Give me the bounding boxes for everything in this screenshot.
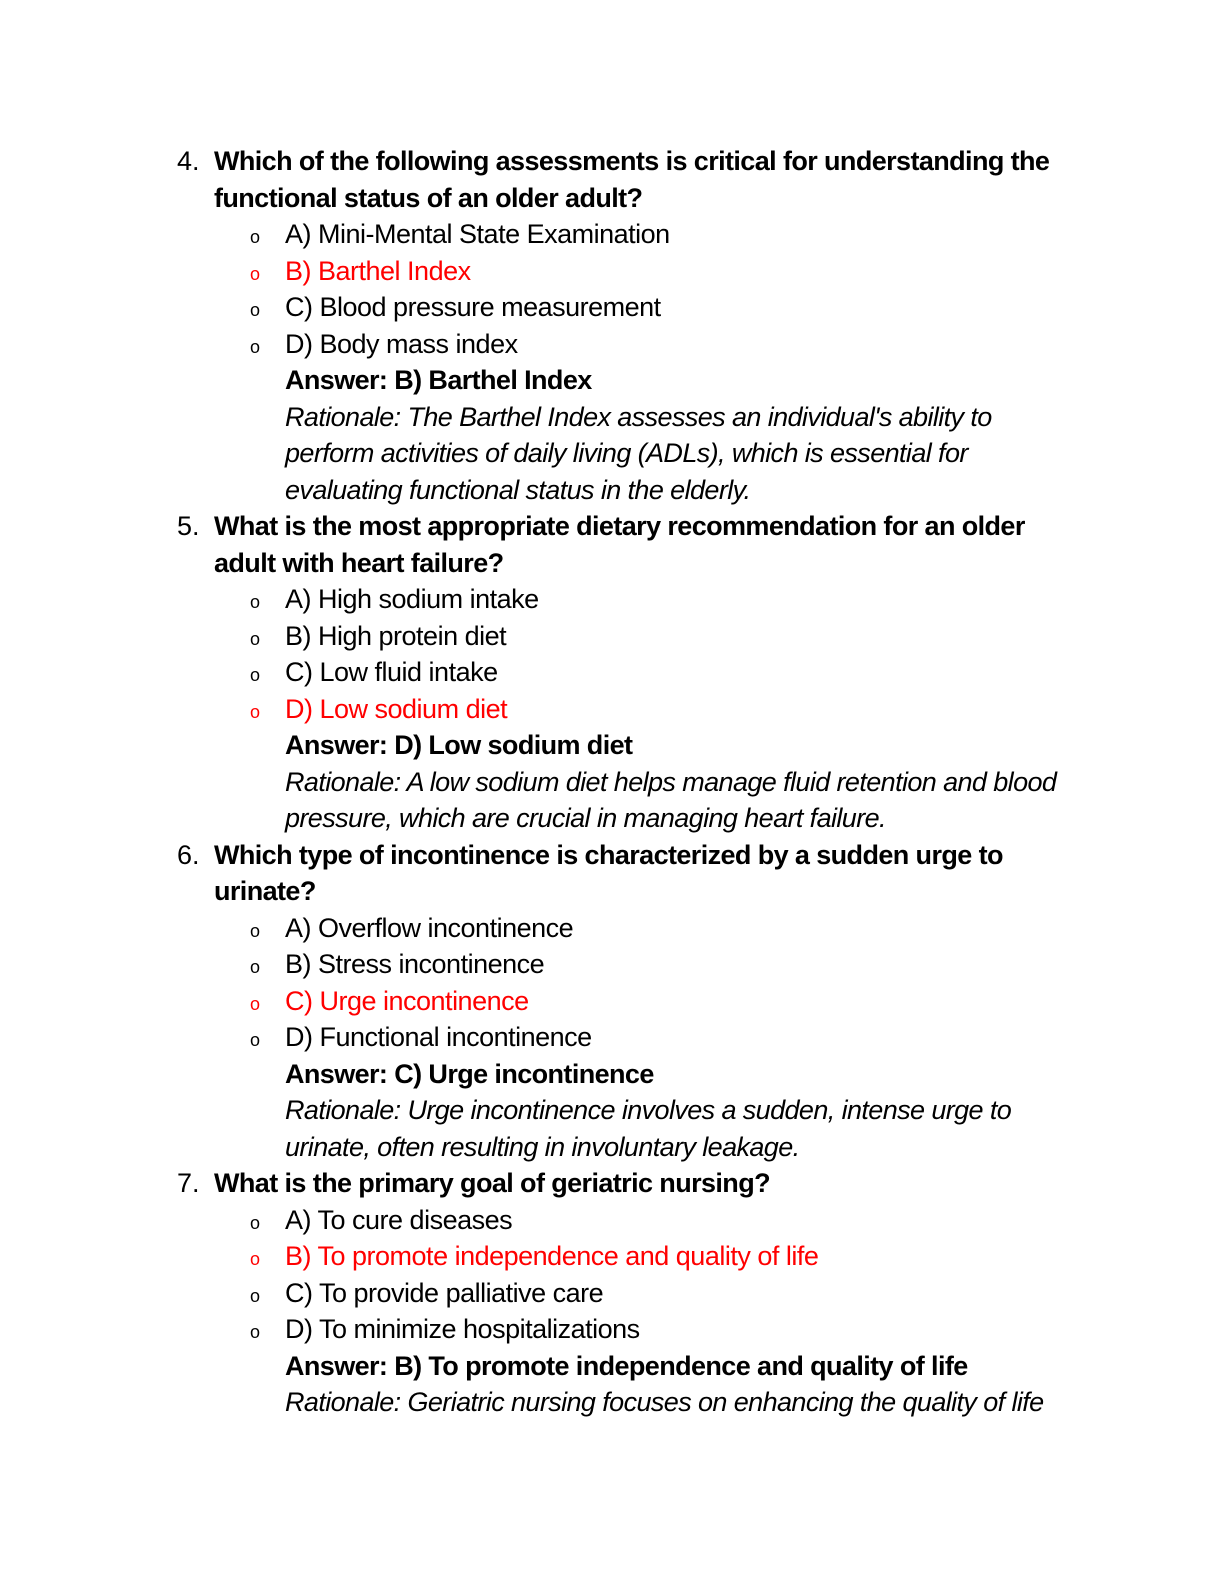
- rationale-text: Rationale: The Barthel Index assesses an individual's ability to: [285, 401, 992, 432]
- rationale-line: [0, 1129, 1224, 1166]
- option-item: [0, 581, 1224, 618]
- question-block: [0, 837, 1224, 1166]
- bullet-icon: o: [250, 920, 261, 941]
- option-item: [0, 216, 1224, 253]
- question-text: What is the most appropriate dietary recommendation for an older: [214, 511, 1025, 541]
- question-text: functional status of an older adult?: [214, 182, 643, 213]
- option-item: [0, 654, 1224, 691]
- rationale-text: Rationale: Urge incontinence involves a sudden, intense urge to: [285, 1095, 1012, 1125]
- bullet-icon: o: [250, 701, 261, 722]
- option-text: D) Functional incontinence: [285, 1022, 592, 1052]
- question-line: [0, 180, 1224, 217]
- rationale-line: [0, 399, 1224, 436]
- option-text: B) High protein diet: [285, 620, 507, 651]
- option-text: B) Barthel Index: [285, 255, 471, 286]
- question-block: [0, 143, 1224, 508]
- answer-text: Answer: B) To promote independence and quality of life: [285, 1350, 968, 1381]
- option-item: [0, 946, 1224, 983]
- option-text: A) High sodium intake: [285, 584, 539, 614]
- question-block: [0, 508, 1224, 837]
- correct-option: [0, 1238, 1224, 1275]
- option-text: B) Stress incontinence: [285, 949, 545, 979]
- question-number: 7.: [177, 1168, 200, 1198]
- option-item: [0, 289, 1224, 326]
- bullet-icon: o: [250, 1030, 261, 1050]
- question-line: [0, 545, 1224, 582]
- option-item: [0, 1202, 1224, 1239]
- question-line: [0, 143, 1224, 180]
- option-text: C) To provide palliative care: [285, 1277, 604, 1308]
- answer-text: Answer: C) Urge incontinence: [285, 1058, 654, 1089]
- question-line: [0, 873, 1224, 910]
- question-block: [0, 1165, 1224, 1421]
- bullet-icon: o: [250, 592, 261, 612]
- rationale-text: evaluating functional status in the elderly.: [285, 474, 751, 505]
- bullet-icon: o: [250, 993, 261, 1014]
- bullet-icon: o: [250, 665, 261, 685]
- question-line: [0, 837, 1224, 874]
- question-text: Which of the following assessments is critical for understanding the: [214, 146, 1050, 176]
- bullet-icon: o: [250, 1249, 261, 1269]
- question-text: urinate?: [214, 876, 316, 906]
- bullet-icon: o: [250, 628, 261, 649]
- question-line: [0, 1165, 1224, 1202]
- option-text: D) Body mass index: [285, 328, 518, 359]
- option-text: C) Blood pressure measurement: [285, 292, 661, 322]
- option-item: [0, 1311, 1224, 1348]
- option-text: A) Mini-Mental State Examination: [285, 219, 670, 249]
- bullet-icon: o: [250, 957, 261, 977]
- question-text: What is the primary goal of geriatric nursing?: [214, 1168, 770, 1198]
- rationale-line: [0, 1384, 1224, 1421]
- rationale-line: [0, 435, 1224, 472]
- bullet-icon: o: [250, 336, 261, 357]
- rationale-text: Rationale: A low sodium diet helps manage fluid retention and blood: [285, 766, 1057, 797]
- option-text: C) Low fluid intake: [285, 657, 498, 687]
- option-item: [0, 910, 1224, 947]
- question-number: 6.: [177, 839, 200, 870]
- answer-line: [0, 727, 1224, 764]
- rationale-line: [0, 472, 1224, 509]
- option-text: C) Urge incontinence: [285, 985, 529, 1016]
- answer-text: Answer: B) Barthel Index: [285, 365, 592, 395]
- rationale-text: Rationale: Geriatric nursing focuses on enhancing the quality of life: [285, 1387, 1044, 1417]
- option-text: A) Overflow incontinence: [285, 912, 574, 943]
- option-item: [0, 1275, 1224, 1312]
- question-number: 5.: [177, 511, 200, 541]
- answer-line: [0, 1056, 1224, 1093]
- option-item: [0, 618, 1224, 655]
- option-item: [0, 326, 1224, 363]
- option-text: A) To cure diseases: [285, 1204, 513, 1235]
- option-text: D) To minimize hospitalizations: [285, 1314, 640, 1344]
- correct-option: [0, 253, 1224, 290]
- bullet-icon: o: [250, 1212, 261, 1233]
- question-text: Which type of incontinence is characterized by a sudden urge to: [214, 839, 1003, 870]
- question-text: adult with heart failure?: [214, 547, 504, 578]
- bullet-icon: o: [250, 1322, 261, 1342]
- option-item: [0, 1019, 1224, 1056]
- rationale-line: [0, 1092, 1224, 1129]
- answer-line: [0, 362, 1224, 399]
- option-text: D) Low sodium diet: [285, 693, 508, 724]
- correct-option: [0, 691, 1224, 728]
- rationale-line: [0, 800, 1224, 837]
- option-text: B) To promote independence and quality of life: [285, 1241, 819, 1271]
- rationale-text: perform activities of daily living (ADLs), which is essential for: [285, 438, 968, 468]
- answer-text: Answer: D) Low sodium diet: [285, 730, 633, 760]
- rationale-line: [0, 764, 1224, 801]
- rationale-text: urinate, often resulting in involuntary leakage.: [285, 1131, 800, 1162]
- question-line: [0, 508, 1224, 545]
- bullet-icon: o: [250, 1285, 261, 1306]
- rationale-text: pressure, which are crucial in managing heart failure.: [285, 803, 886, 833]
- bullet-icon: o: [250, 227, 261, 247]
- bullet-icon: o: [250, 300, 261, 320]
- document-page: [0, 143, 1224, 1421]
- correct-option: [0, 983, 1224, 1020]
- answer-line: [0, 1348, 1224, 1385]
- bullet-icon: o: [250, 263, 261, 284]
- question-number: 4.: [177, 146, 200, 176]
